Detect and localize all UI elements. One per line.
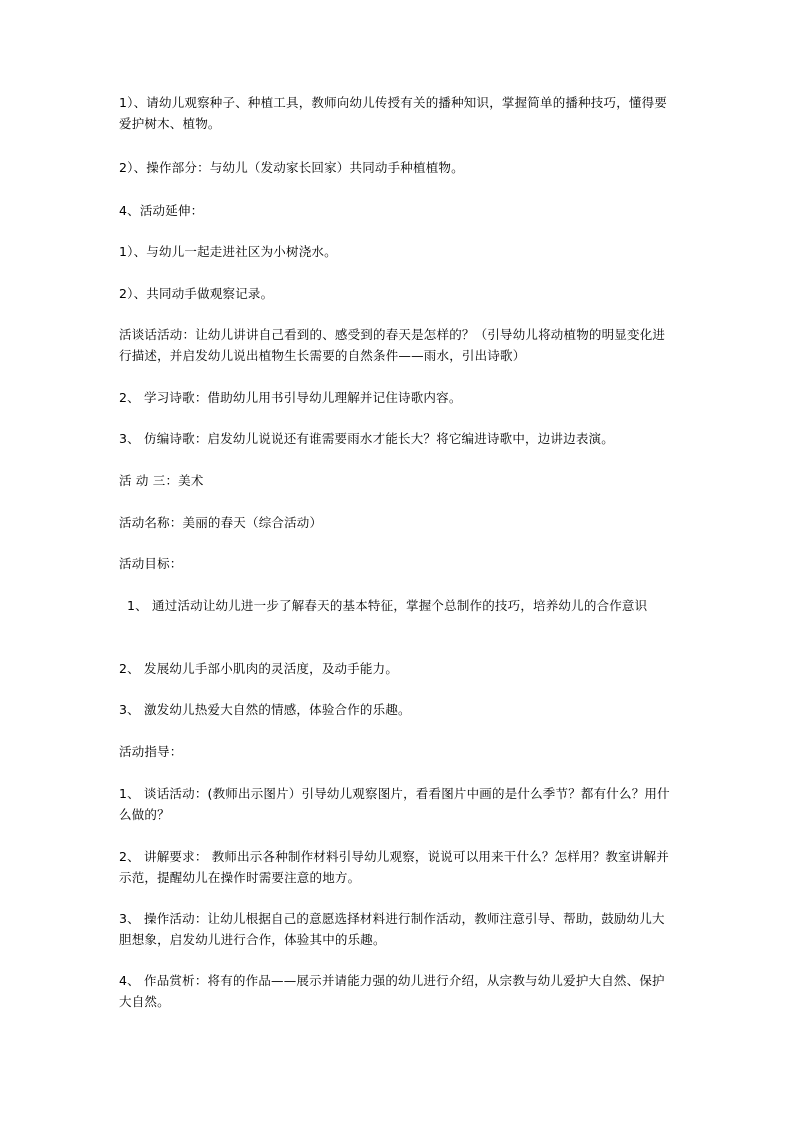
paragraph-goal-three: 3、 激发幼儿热爱大自然的情感，体验合作的乐趣。 bbox=[119, 702, 411, 717]
paragraph-activity-guide-heading: 活动指导： bbox=[119, 744, 183, 759]
paragraph-goal-one: 1、 通过活动让幼儿进一步了解春天的基本特征，掌握个总制作的技巧，培养幼儿的合作意识 bbox=[127, 598, 648, 613]
paragraph-watering: 1）、与幼儿一起走进社区为小树浇水。 bbox=[119, 244, 337, 259]
paragraph-learn-poem: 2、 学习诗歌：借助幼儿用书引导幼儿理解并记住诗歌内容。 bbox=[119, 390, 462, 405]
paragraph-activity-name: 活动名称：美丽的春天（综合活动） bbox=[119, 515, 323, 530]
section-heading-activity-three: 活 动 三：美术 bbox=[119, 473, 204, 488]
paragraph-guide-two: 2、 讲解要求： 教师出示各种制作材料引导幼儿观察，说说可以用来干什么？怎样用？教室讲解并示范，提醒幼儿在操作时需要注意的地方。 bbox=[119, 849, 669, 885]
paragraph-talk-activity: 活谈话活动：让幼儿讲讲自己看到的、感受到的春天是怎样的？（引导幼儿将动植物的明显变化进行描述，并启发幼儿说出植物生长需要的自然条件——雨水，引出诗歌） bbox=[119, 327, 666, 363]
paragraph-operation-part: 2）、操作部分：与幼儿（发动家长回家）共同动手种植植物。 bbox=[119, 160, 464, 175]
paragraph-activity-goals-heading: 活动目标： bbox=[119, 556, 183, 571]
paragraph-observation-record: 2）、共同动手做观察记录。 bbox=[119, 286, 274, 301]
paragraph-goal-two: 2、 发展幼儿手部小肌肉的灵活度，及动手能力。 bbox=[119, 661, 399, 676]
paragraph-guide-one: 1、 谈话活动：(教师出示图片）引导幼儿观察图片，看看图片中画的是什么季节？都有什么？用什么做的？ bbox=[119, 786, 670, 822]
paragraph-seed-observation: 1）、请幼儿观察种子、种植工具，教师向幼儿传授有关的播种知识，掌握简单的播种技巧，懂得要爱护树木、植物。 bbox=[119, 95, 668, 131]
paragraph-guide-four: 4、 作品赏析：将有的作品——展示并请能力强的幼儿进行介绍，从宗教与幼儿爱护大自然、保护大自然。 bbox=[119, 973, 665, 1009]
paragraph-adapt-poem: 3、 仿编诗歌：启发幼儿说说还有谁需要雨水才能长大？将它编进诗歌中，边讲边表演。 bbox=[119, 431, 614, 446]
paragraph-activity-extension: 4、活动延伸： bbox=[119, 203, 204, 218]
paragraph-guide-three: 3、 操作活动：让幼儿根据自己的意愿选择材料进行制作活动，教师注意引导、帮助，鼓励幼儿大胆想象，启发幼儿进行合作，体验其中的乐趣。 bbox=[119, 911, 665, 947]
